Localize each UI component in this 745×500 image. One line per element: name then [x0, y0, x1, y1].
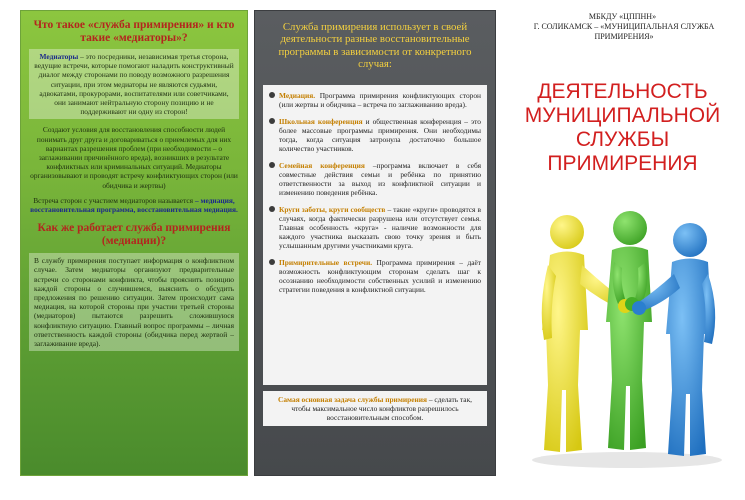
mediators-term: Медиаторы [39, 52, 79, 61]
program-term: Круги заботы, круги сообществ [279, 204, 386, 214]
bullet-icon [269, 162, 275, 168]
meeting-term: – медиация, восстановительная программа, восстановительная медиация. [30, 195, 238, 215]
main-task-term: Самая основная задача службы примирения [277, 394, 428, 404]
bullet-icon [269, 118, 275, 124]
conditions-paragraph: Создают условия для восстановления способности людей понимать друг друга и договариваться о приемлемых для них вариантах разрешения проблем (при необходимости – о заглаживании причинённого вреда), возникших в результате конфликтных или криминальных ситуаций. Медиаторы организовывают и проводят встречу конфликтующих сторон (или обидчика и жертвы) [30, 125, 238, 190]
bullet-icon [269, 92, 275, 98]
main-task-box [263, 391, 487, 426]
program-term: Медиация. [279, 90, 316, 100]
program-item [269, 91, 481, 109]
how-it-works-box: В службу примирения поступает информация о конфликтном случае. Затем медиаторы организуют предварительные встречи со сторонами конфликта, чтобы прояснить позицию каждой стороны о случившемся, выяснить о обсудить предложения по решению ситуации. Затем происходит сама медиация, на которой стороны при участии третьей стороны (медиаторов) пытаются разрешить сложившуюся конфликтную ситуацию. Главный вопрос программы – личная ответственность каждой стороны (обидчика перед жертвой – заглаживание вреда). [29, 253, 239, 351]
programs-list [263, 85, 487, 385]
org-name-line1: МБКДУ «ЦППНН» [588, 12, 657, 21]
program-term: Семейная конференция [279, 160, 365, 170]
program-item [269, 258, 481, 294]
program-term: Школьная конференция [279, 116, 363, 126]
program-term: Примирительные встречи. [279, 257, 373, 267]
org-name-line2: Г. СОЛИКАМСК – «МУНИЦИПАЛЬНАЯ СЛУЖБА ПРИМИРЕНИЯ» [533, 22, 715, 41]
program-item [269, 117, 481, 153]
right-panel [500, 10, 745, 480]
program-item [269, 161, 481, 197]
heading-what-is-service: Что такое «служба примирения» и кто такие «медиаторы»? [33, 19, 235, 44]
program-text: Программа примирения – даёт возможность конфликтующим сторонам сделать шаг к осознанию необходимости собственных усилий и изменению стратегии поведения в конфликтной ситуации. [279, 257, 481, 294]
programs-heading: Служба примирения использует в своей деятельности разные восстановительные программы в зависимости от конкретного случая: [278, 21, 472, 71]
people-figures-illustration [522, 210, 727, 470]
meeting-text: Встреча сторон с участием медиаторов называется [33, 195, 195, 205]
program-text: Программа примирения конфликтующих сторон (или жертвы и обидчика – встреча по заглаживанию вреда). [279, 90, 481, 109]
program-text: – такие «круги» проводятся в случаях, когда фактически разрушена или отсутствует семья. Главная особенность «круга» - наличие возможности для каждого участника высказать свою точку зрения и быть услышанным другими участниками круга. [279, 204, 481, 250]
left-panel [20, 10, 248, 476]
bullet-icon [269, 206, 275, 212]
bullet-icon [269, 259, 275, 265]
mediators-definition: – это посредники, независимая третья сторона, ведущие встречи, которые помогают наладить конструктивный диалог между сторонами по поводу возможного разрешения ситуации, при этом медиаторы не являются судьями, адвокатами, прокурорами, воспитателями или советчиками, они занимают нейтральную сторону позицию и не поддерживают ни одну из сторон! [34, 52, 234, 117]
program-text: –программа включает в себя совместные действия семьи и ребёнка по принятию ответственности за выход из конфликтной ситуации и изменению поведения ребёнка. [279, 160, 481, 197]
meeting-paragraph [29, 196, 239, 214]
mediators-definition-box [29, 49, 239, 119]
program-item [269, 205, 481, 250]
green-figure-icon [606, 211, 652, 450]
heading-how-it-works: Как же работает служба примирения (медиации)? [37, 222, 231, 248]
middle-panel [254, 10, 496, 476]
brochure-title: ДЕЯТЕЛЬНОСТЬ МУНИЦИПАЛЬНОЙ СЛУЖБЫ ПРИМИРЕНИЯ [524, 80, 721, 175]
program-text: и общественная конференция – это более массовые программы примирения. Они необходимы тогда, когда ситуация затронула достаточно большое количество участников. [279, 116, 481, 153]
main-task-text: – сделать так, чтобы максимальное число конфликтов разрешилось восстановительным способом. [291, 394, 473, 422]
